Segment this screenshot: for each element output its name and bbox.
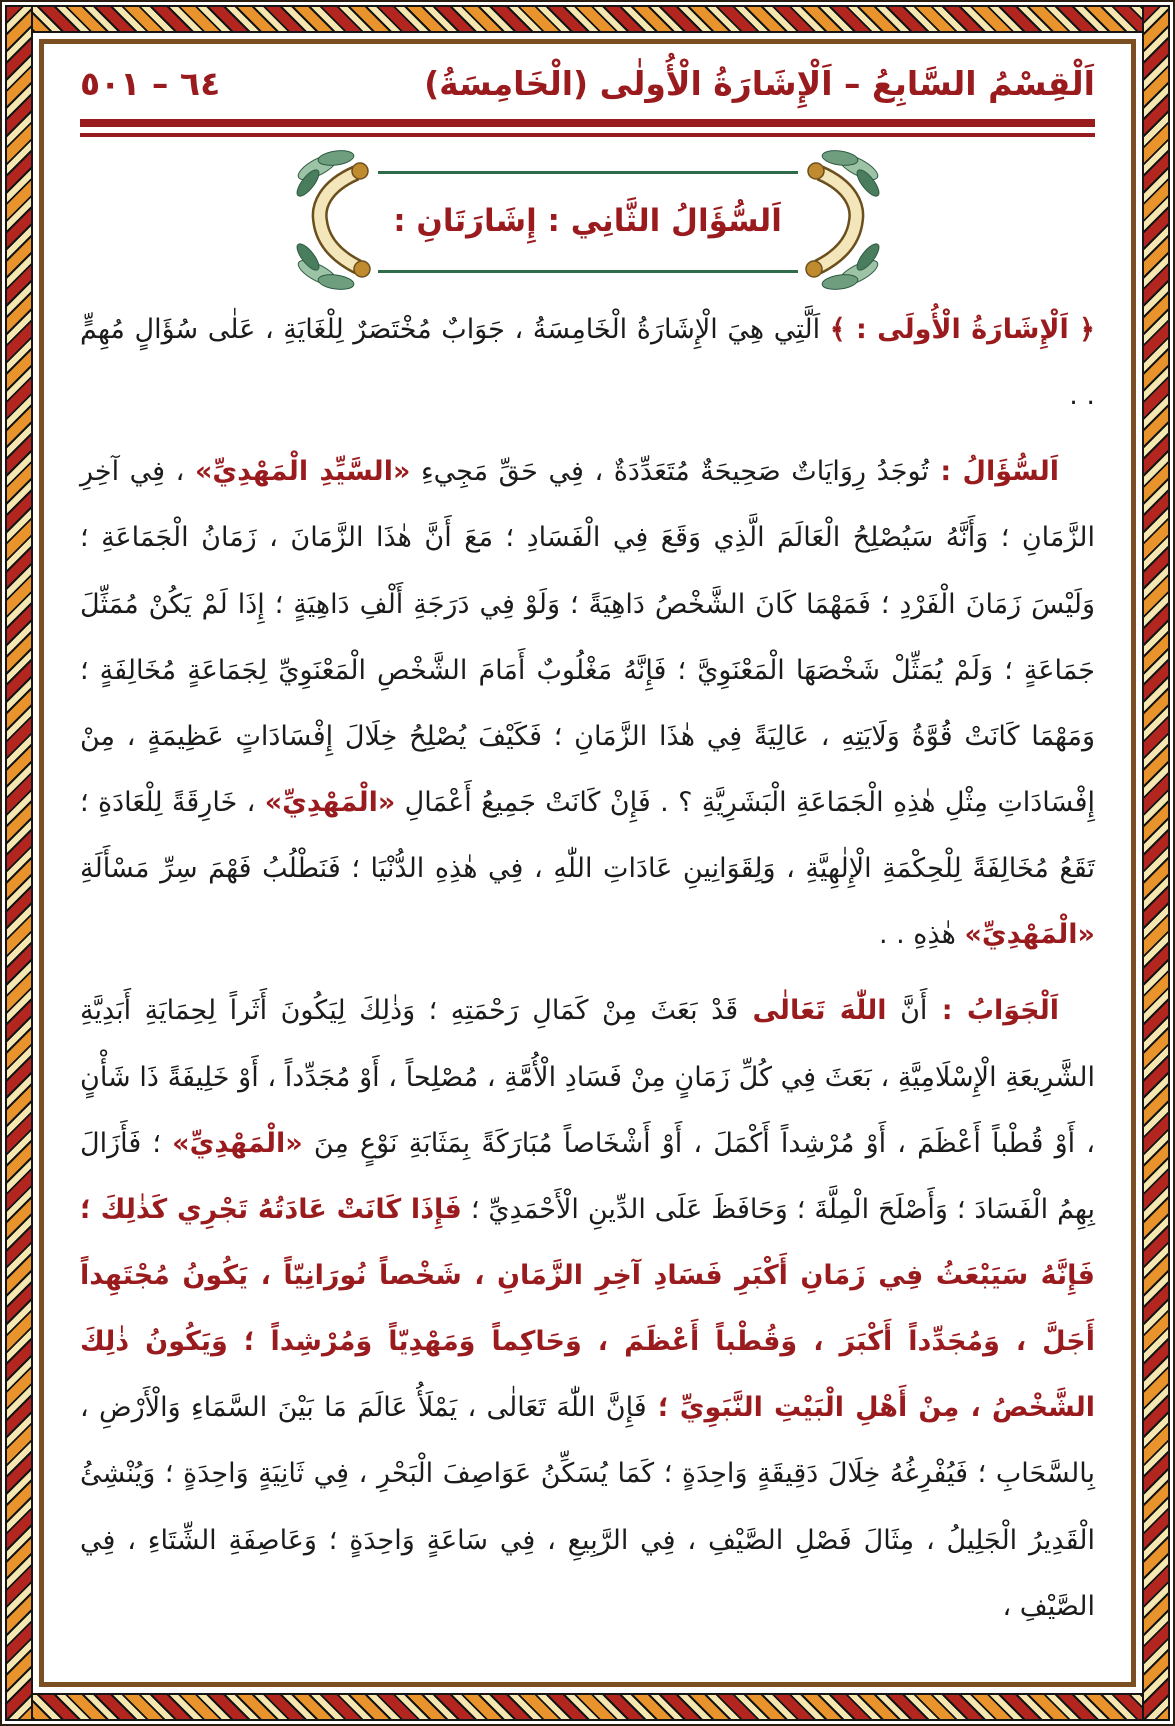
body-run: أَنَّ (886, 995, 928, 1027)
emphasis-run: اللّٰهَ تَعَالٰى (738, 995, 887, 1027)
emphasis-run: اَلْجَوَابُ : (927, 995, 1060, 1027)
emphasis-run: ﴿ اَلْإِشَارَةُ الْأُولَى : ﴾ (829, 314, 1095, 345)
frame-border-left (5, 5, 33, 1721)
question-banner (308, 161, 868, 281)
body-run: هٰذِهِ . . (878, 919, 965, 951)
body-text (80, 297, 1095, 1640)
emphasis-run: فَإِذَا كَانَتْ عَادَتُهُ تَجْرِي كَذٰلِكَ ؛ فَإِنَّهُ سَيَبْعَثُ فِي زَمَانِ أَكْبَرِ فَسَادِ آخِرِ الزَّمَانِ ، شَخْصاً نُورَانِيّاً ، يَكُونُ مُجْتَهِداً أَجَلَّ ، وَمُجَدِّداً أَكْبَرَ ، وَقُطْباً أَعْظَمَ ، وَحَاكِماً وَمَهْدِيّاً وَمُرْشِداً ؛ وَيَكُونُ ذٰلِكَ الشَّخْصُ ، مِنْ أَهْلِ الْبَيْتِ النَّبَوِيِّ ؛ (80, 1193, 1096, 1424)
section-title: اَلْقِسْمُ السَّابِعُ – اَلْإِشَارَةُ الْأُولٰى (الْخَامِسَةُ) (424, 64, 1095, 103)
body-run: ، فِي آخِرِ الزَّمَانِ ؛ وَأَنَّهُ سَيُصْلِحُ الْعَالَمَ الَّذِي وَقَعَ فِي الْفَسَادِ ؛ مَعَ أَنَّ هٰذَا الزَّمَانَ ، زَمَانُ الْجَمَاعَةِ ؛ وَلَيْسَ زَمَانَ الْفَرْدِ ؛ فَمَهْمَا كَانَ الشَّخْصُ دَاهِيَةً ؛ وَلَوْ فِي دَرَجَةِ أَلْفِ دَاهِيَةٍ ؛ إِذَا لَمْ يَكُنْ مُمَثِّلَ جَمَاعَةٍ ؛ وَلَمْ يُمَثِّلْ شَخْصَهَا الْمَعْنَوِيَّ ؛ فَإِنَّهُ مَغْلُوبٌ أَمَامَ الشَّخْصِ الْمَعْنَوِيِّ لِجَمَاعَةٍ مُخَالِفَةٍ ؛ وَمَهْمَا كَانَتْ قُوَّةُ وَلَايَتِهِ ، عَالِيَةً فِي هٰذَا الزَّمَانِ ؛ فَكَيْفَ يُصْلِحُ خِلَالَ إِفْسَادَاتٍ عَظِيمَةٍ ، مِنْ إِفْسَادَاتِ مِثْلِ هٰذِهِ الْجَمَاعَةِ الْبَشَرِيَّةِ ؟ . فَإِنْ كَانَتْ جَمِيعُ أَعْمَالِ (80, 456, 1095, 818)
frame-border-right (1142, 5, 1170, 1721)
emphasis-run: «السَّيِّدِ الْمَهْدِيِّ» (194, 456, 411, 488)
frame-border-bottom (5, 1693, 1170, 1721)
frame-border-top (5, 5, 1170, 33)
page-content (39, 39, 1136, 1687)
body-run: تُوجَدُ رِوَايَاتٌ صَحِيحَةٌ مُتَعَدِّدَةٌ ، فِي حَقِّ مَجِيءِ (410, 456, 929, 488)
body-run: قَدْ بَعَثَ مِنْ كَمَالِ رَحْمَتِهِ ؛ وَذٰلِكَ لِيَكُونَ أَثَراً لِحِمَايَةِ أَبَدِيَّةِ الشَّرِيعَةِ الْإِسْلَامِيَّةِ ، بَعَثَ فِي كُلِّ زَمَانٍ مِنْ فَسَادِ الْأُمَّةِ ، مُصْلِحاً ، أَوْ مُجَدِّداً ، أَوْ خَلِيفَةً ذَا شَأْنٍ ، أَوْ قُطْباً أَعْظَمَ ، أَوْ مُرْشِداً أَكْمَلَ ، أَوْ أَشْخَاصاً مُبَارَكَةً بِمَثَابَةِ نَوْعٍ مِنَ (80, 995, 1095, 1159)
banner-title: اَلسُّؤَالُ الثَّانِي : إِشَارَتَانِ : (393, 203, 782, 239)
body-run: ، خَارِقَةً لِلْعَادَةِ ؛ تَقَعُ مُخَالِفَةً لِلْحِكْمَةِ الْإِلٰهِيَّةِ ، وَلِقَوَانِينِ عَادَاتِ اللّٰهِ ، فِي هٰذِهِ الدُّنْيَا ؛ فَنَطْلُبُ فَهْمَ سِرِّ مَسْأَلَةِ (80, 786, 1095, 885)
body-run: اَلَّتِي هِيَ الْإِشَارَةُ الْخَامِسَةُ ، جَوَابٌ مُخْتَصَرٌ لِلْغَايَةِ ، عَلٰى سُؤَالٍ مُهِمٍّ . . (80, 314, 1095, 412)
paragraph-answer (80, 978, 1095, 1639)
emphasis-run: «الْمَهْدِيِّ» (264, 786, 396, 818)
paragraph-first-indication (80, 297, 1095, 429)
emphasis-run: اَلسُّؤَالُ : (928, 456, 1059, 488)
body-run: فَإِنَّ اللّٰهَ تَعَالٰى ، يَمْلَأُ عَالَمَ مَا بَيْنَ السَّمَاءِ وَالْأَرْضِ ، بِالسَّحَابِ ؛ فَيُفْرِغُهُ خِلَالَ دَقِيقَةٍ وَاحِدَةٍ ؛ كَمَا يُسَكِّنُ عَوَاصِفَ الْبَحْرِ ، فِي ثَانِيَةٍ وَاحِدَةٍ ؛ وَيُنْشِئُ الْقَدِيرُ الْجَلِيلُ ، مِثَالَ فَصْلِ الصَّيْفِ ، فِي الرَّبِيعِ ، فِي سَاعَةٍ وَاحِدَةٍ ؛ وَعَاصِفَةِ الشِّتَاءِ ، فِي الصَّيْفِ ، (80, 1392, 1095, 1622)
body-run: ؛ فَأَزَالَ بِهِمُ الْفَسَادَ ؛ وَأَصْلَحَ الْمِلَّةَ ؛ وَحَافَظَ عَلَى الدِّينِ الْأَحْمَدِيِّ ؛ (80, 1127, 1095, 1225)
paragraph-question (80, 439, 1095, 968)
page-header (80, 64, 1095, 103)
emphasis-run: «الْمَهْدِيِّ» (172, 1127, 303, 1159)
page-numbers: ٦٤ – ٥٠١ (80, 64, 221, 103)
header-double-rule (80, 119, 1095, 137)
emphasis-run: «الْمَهْدِيِّ» (964, 919, 1095, 951)
